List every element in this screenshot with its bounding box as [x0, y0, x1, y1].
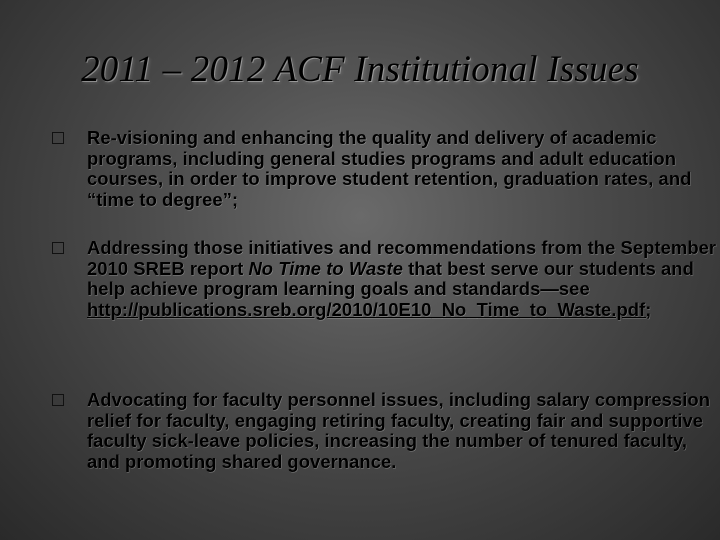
bullet-item — [52, 238, 717, 320]
report-link[interactable]: http://publications.sreb.org/2010/10E10_No_Time_to_Waste.pdf; — [87, 298, 652, 320]
report-title: No Time to Waste — [248, 257, 403, 279]
bullet-text: Advocating for faculty personnel issues, including salary compression relief for faculty, engaging retiring faculty, creating fair and supportive faculty sick-leave policies, increasing the number of tenured faculty, and promoting shared governance. — [87, 389, 710, 472]
bullet-item — [52, 390, 717, 472]
bullet-text: Re-visioning and enhancing the quality and delivery of academic programs, including general studies programs and adult education courses, in order to improve student retention, graduation rates, and “time to degree”; — [87, 127, 692, 210]
bullet-item — [52, 128, 717, 210]
bullet-square-icon — [52, 394, 64, 406]
bullet-text — [87, 238, 717, 320]
slide-title: 2011 – 2012 ACF Institutional Issues — [81, 49, 639, 90]
bullet-square-icon — [52, 132, 64, 144]
bullet-square-icon — [52, 242, 64, 254]
bullet-text-part: Addressing those initiatives and recommendations from the September 2010 SREB report — [87, 237, 717, 279]
bullet-text-part: that best serve our students and help achieve program learning goals and standards—see — [87, 257, 694, 299]
